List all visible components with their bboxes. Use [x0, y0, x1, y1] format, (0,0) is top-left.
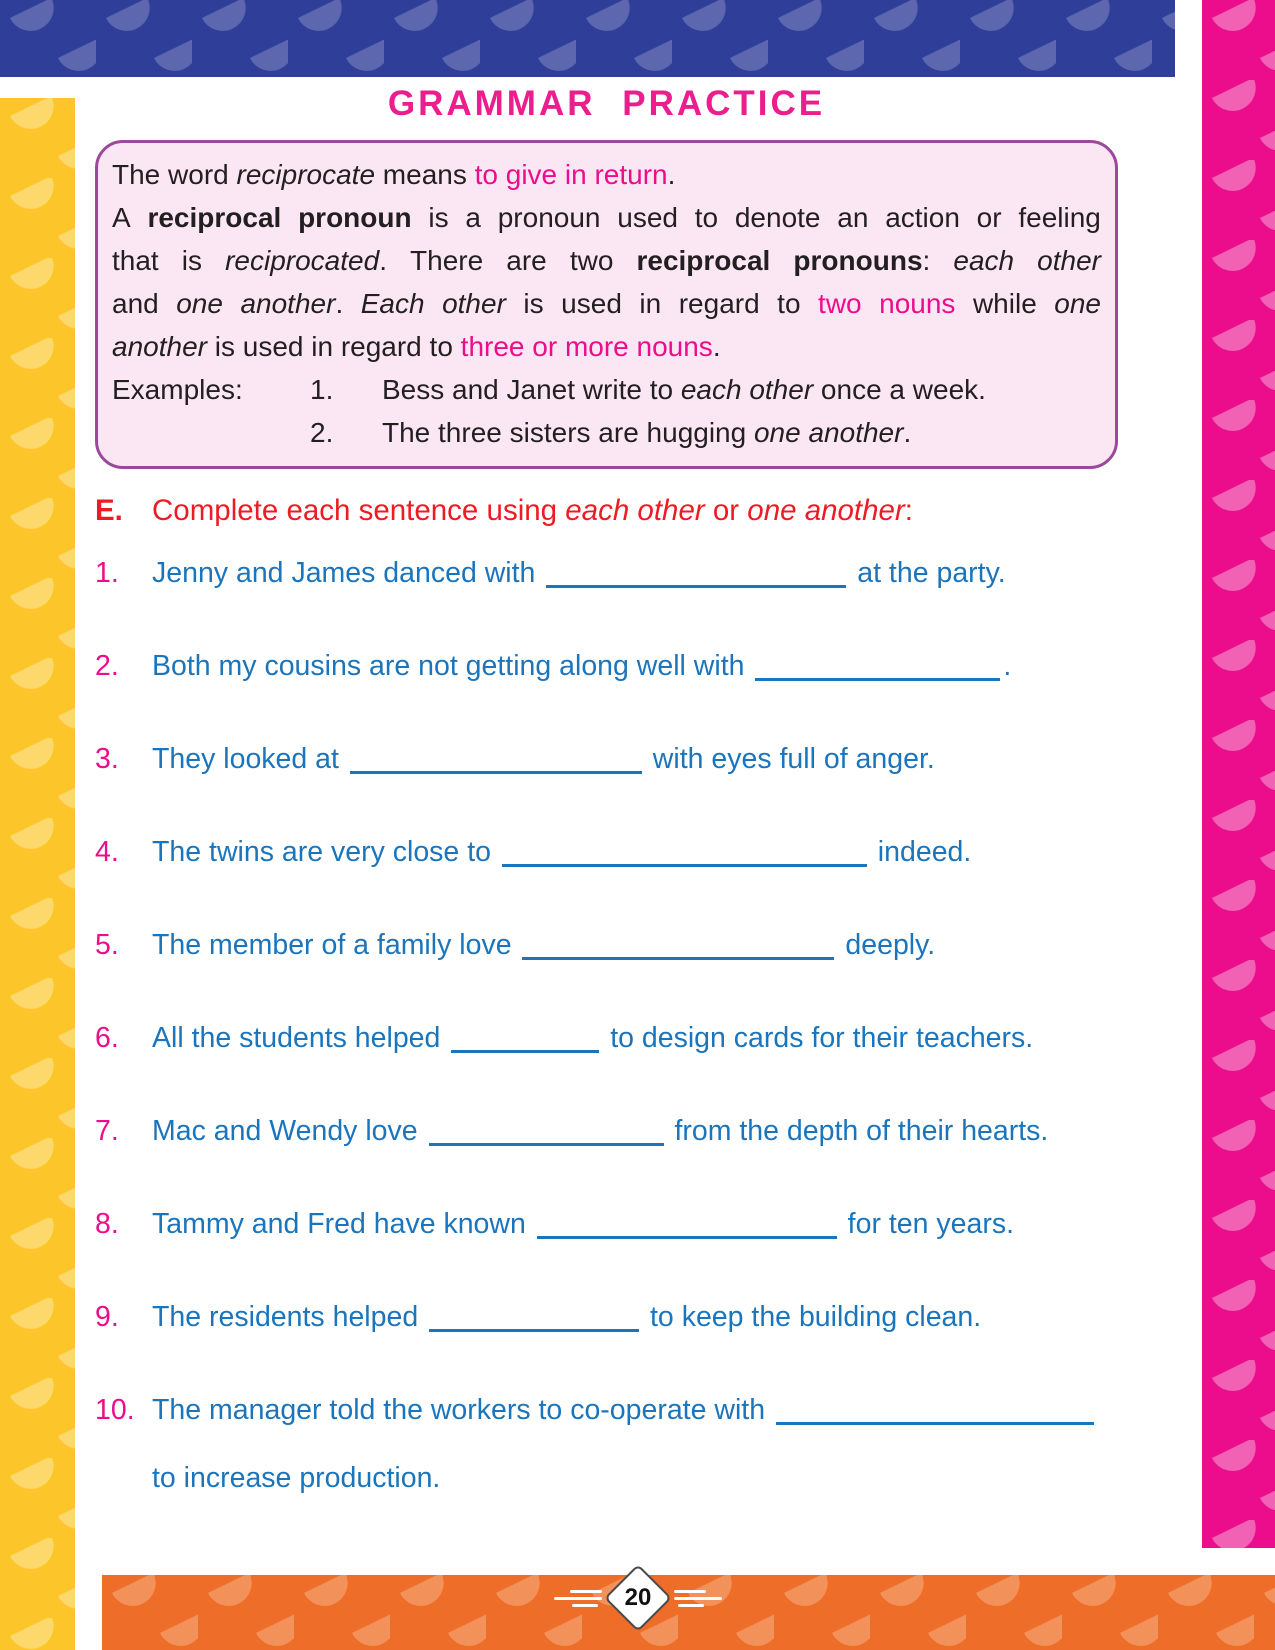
sentence-item: [95, 1202, 1118, 1247]
text-segment: They looked at: [152, 743, 347, 775]
text-segment: for ten years.: [839, 1208, 1015, 1240]
text-segment: A: [112, 202, 131, 233]
intro-box: [95, 140, 1118, 469]
text-segment: other: [442, 288, 506, 319]
text-segment: .: [667, 159, 676, 190]
text-segment: a: [465, 202, 481, 233]
text-segment: action: [885, 202, 960, 233]
decorative-dash: [678, 1604, 704, 1607]
item-number: 5.: [95, 929, 119, 961]
text-segment: All the students helped: [152, 1022, 449, 1054]
text-segment: nouns: [879, 288, 956, 319]
item-text: [152, 830, 1118, 875]
item-number: 1.: [95, 557, 119, 589]
text-segment: an: [837, 202, 869, 233]
blank-line: [429, 1304, 639, 1333]
intro-box-lines: [112, 153, 1101, 368]
text-segment: to keep the building clean.: [642, 1301, 982, 1333]
sentence-item: [95, 923, 1118, 968]
text-segment: means: [375, 159, 475, 190]
item-text: [152, 551, 1118, 596]
blank-line: [451, 1025, 599, 1054]
decorative-dash: [674, 1597, 722, 1600]
intro-line: [112, 325, 1101, 368]
text-segment: The word: [112, 159, 237, 190]
text-segment: or: [704, 494, 748, 527]
text-segment: while: [972, 288, 1037, 319]
text-segment: pronouns:: [793, 245, 931, 276]
exercise-instruction: [152, 489, 1118, 533]
page-number: 20: [624, 1584, 652, 1611]
text-segment: in: [639, 288, 662, 319]
sentence-list: [95, 551, 1118, 1501]
text-segment: or: [976, 202, 1002, 233]
text-segment: .: [1003, 650, 1012, 682]
blank-line: [546, 560, 846, 589]
text-segment: Each: [360, 288, 425, 319]
decorative-dash: [570, 1590, 602, 1593]
item-number: 3.: [95, 743, 119, 775]
example-text: [382, 411, 1101, 454]
example-row: [112, 368, 1101, 411]
item-number: 6.: [95, 1022, 119, 1054]
text-segment: other: [1037, 245, 1101, 276]
text-segment: There: [410, 245, 484, 276]
example-number: 2.: [310, 417, 334, 448]
text-segment: is: [181, 245, 203, 276]
top-banner: [0, 0, 1175, 77]
sentence-item: [95, 1388, 1118, 1501]
item-number: 10.: [95, 1394, 135, 1426]
text-segment: pronoun: [497, 202, 601, 233]
text-segment: .: [903, 417, 912, 448]
item-text: [152, 1295, 1118, 1340]
item-text: [152, 1109, 1118, 1154]
text-segment: reciprocal: [636, 245, 771, 276]
text-segment: one: [176, 288, 223, 319]
examples-label: [112, 411, 310, 454]
item-number: 9.: [95, 1301, 119, 1333]
text-segment: another.: [240, 288, 344, 319]
examples: [112, 368, 1101, 454]
text-segment: Tammy and Fred have known: [152, 1208, 534, 1240]
text-segment: one another: [753, 417, 904, 448]
exercise-label: E.: [95, 494, 123, 527]
text-segment: to design cards for their teachers.: [602, 1022, 1034, 1054]
text-segment: with eyes full of anger.: [644, 743, 935, 775]
decorative-dash: [572, 1604, 598, 1607]
blank-line: [522, 932, 834, 961]
text-segment: reciprocated.: [225, 245, 387, 276]
page-content: [95, 84, 1118, 1549]
examples-label: Examples:: [112, 374, 243, 405]
blank-line: [502, 839, 867, 868]
blank-line: [429, 1118, 664, 1147]
sentence-item: [95, 1109, 1118, 1154]
text-segment: The member of a family love: [152, 929, 520, 961]
sentence-item: [95, 644, 1118, 689]
sentence-item: [95, 737, 1118, 782]
text-segment: to increase production.: [152, 1462, 441, 1494]
text-segment: reciprocal: [147, 202, 282, 233]
text-segment: to give in return: [474, 159, 668, 190]
text-segment: one: [1054, 288, 1101, 319]
text-segment: .: [712, 331, 721, 362]
item-number: 7.: [95, 1115, 119, 1147]
text-segment: feeling: [1018, 202, 1101, 233]
text-segment: is used in regard to: [206, 331, 461, 362]
item-text: [152, 644, 1118, 689]
item-text: [152, 1388, 1118, 1501]
item-number: 2.: [95, 650, 119, 682]
page-title: GRAMMAR PRACTICE: [387, 84, 826, 123]
text-segment: deeply.: [837, 929, 936, 961]
text-segment: another: [112, 331, 207, 362]
example-text: [382, 368, 1101, 411]
intro-line: [112, 196, 1101, 239]
blank-line: [537, 1211, 837, 1240]
text-segment: and: [112, 288, 159, 319]
sentence-item: [95, 551, 1118, 596]
sentence-item: [95, 830, 1118, 875]
text-segment: :: [904, 494, 913, 527]
text-segment: denote: [734, 202, 821, 233]
example-number: 1.: [310, 374, 334, 405]
left-border-stripe: [0, 98, 75, 1650]
bottom-banner: [102, 1575, 1275, 1650]
text-segment: used: [561, 288, 622, 319]
item-number: 8.: [95, 1208, 119, 1240]
text-segment: Bess and Janet write to: [382, 374, 681, 405]
blank-line: [755, 653, 1000, 682]
text-segment: to: [777, 288, 801, 319]
text-segment: three or more nouns: [460, 331, 713, 362]
text-segment: each other: [680, 374, 814, 405]
text-segment: is: [523, 288, 544, 319]
item-text: [152, 737, 1118, 782]
item-text: [152, 1016, 1118, 1061]
blank-line: [776, 1397, 1094, 1426]
text-segment: from the depth of their hearts.: [666, 1115, 1049, 1147]
right-border-stripe: [1202, 0, 1275, 1548]
text-segment: The twins are very close to: [152, 836, 499, 868]
exercise-heading: [95, 489, 1118, 533]
text-segment: at the party.: [849, 557, 1006, 589]
text-segment: reciprocate: [236, 159, 376, 190]
text-segment: once a week.: [813, 374, 986, 405]
item-text: [152, 1202, 1118, 1247]
decorative-dash: [674, 1590, 706, 1593]
sentence-item: [95, 1016, 1118, 1061]
text-segment: used: [617, 202, 678, 233]
text-segment: Mac and Wendy love: [152, 1115, 426, 1147]
example-row: [112, 411, 1101, 454]
intro-line: [112, 153, 1101, 196]
text-segment: each other: [565, 494, 705, 527]
intro-line: [112, 282, 1101, 325]
text-segment: The residents helped: [152, 1301, 427, 1333]
text-segment: regard: [678, 288, 760, 319]
text-segment: The manager told the workers to co-operate with: [152, 1394, 773, 1426]
text-segment: two: [569, 245, 614, 276]
intro-line: [112, 239, 1101, 282]
text-segment: that: [112, 245, 159, 276]
line-break: [152, 1433, 1118, 1456]
sentence-item: [95, 1295, 1118, 1340]
decorative-dash: [554, 1597, 602, 1600]
text-segment: pronoun: [298, 202, 412, 233]
text-segment: The three sisters are hugging: [382, 417, 754, 448]
item-text: [152, 923, 1118, 968]
text-segment: each: [953, 245, 1015, 276]
text-segment: two: [818, 288, 862, 319]
text-segment: indeed.: [869, 836, 972, 868]
item-number: 4.: [95, 836, 119, 868]
text-segment: Complete each sentence using: [152, 494, 566, 527]
text-segment: is: [428, 202, 449, 233]
text-segment: to: [694, 202, 719, 233]
text-segment: Jenny and James danced with: [152, 557, 544, 589]
blank-line: [350, 746, 642, 775]
text-segment: are: [506, 245, 547, 276]
text-segment: Both my cousins are not getting along well with: [152, 650, 753, 682]
text-segment: one another: [747, 494, 905, 527]
